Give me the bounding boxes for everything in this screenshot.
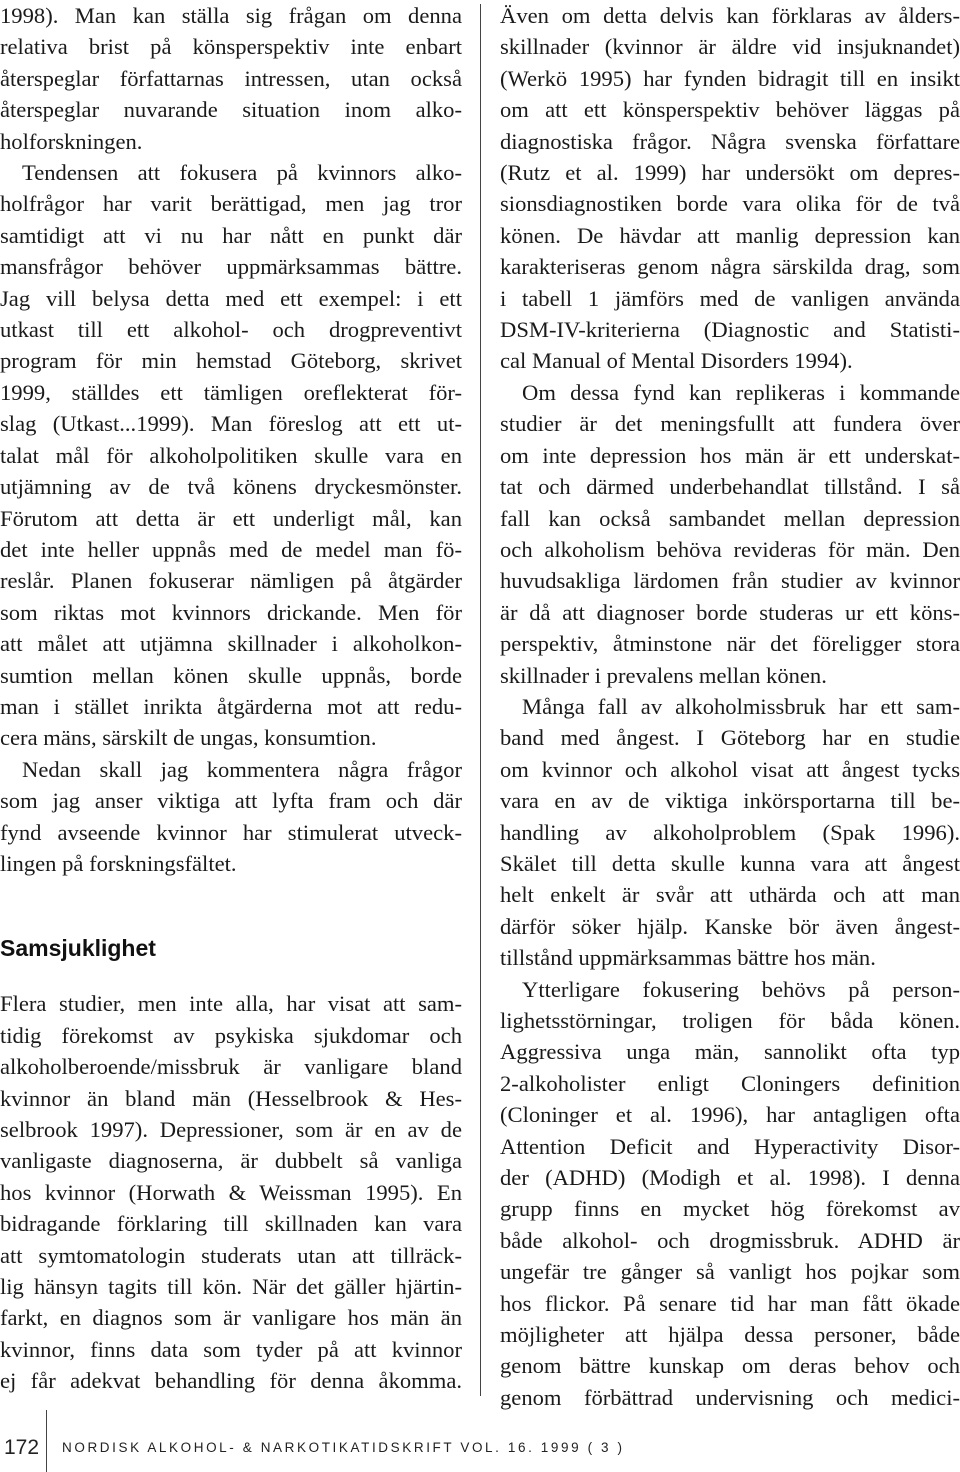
text-line: om inte depression hos män är ett underskat- xyxy=(500,442,960,468)
text-line: holforskningen. xyxy=(0,128,143,154)
text-line: ej får adekvat behandling för denna åkomma. xyxy=(0,1368,462,1394)
paragraph xyxy=(500,377,960,691)
paragraph xyxy=(0,157,462,754)
text-line: fynd avseende kvinnor har stimulerat utveck- xyxy=(0,819,462,845)
paragraph xyxy=(500,0,960,377)
text-line: grupp finns en mycket hög förekomst av xyxy=(500,1196,960,1222)
column-divider xyxy=(480,4,481,1396)
text-line: därför söker hjälp. Kanske bör även ångest- xyxy=(500,913,960,939)
text-line: som jag anser viktiga att lyfta fram och där xyxy=(0,788,462,814)
text-line: diagnostiska frågor. Några svenska författare xyxy=(500,128,960,154)
text-line: fall kan också sambandet mellan depression xyxy=(500,505,960,531)
text-line: som riktas mot kvinnors drickande. Men för xyxy=(0,599,462,625)
text-line: reslår. Planen fokuserar nämligen på åtgärder xyxy=(0,568,462,594)
text-line: Skälet till detta skulle kunna vara att ångest xyxy=(500,850,960,876)
text-line: ungefär tre gånger så vanligt hos pojkar som xyxy=(500,1259,960,1285)
journal-title: NORDISK ALKOHOL- & NARKOTIKATIDSKRIFT VOL. 16. 1999 ( 3 ) xyxy=(62,1440,625,1455)
text-line: sumtion mellan könen skulle uppnås, borde xyxy=(0,662,462,688)
text-line: talat mål för alkoholpolitiken skulle vara en xyxy=(0,442,462,468)
text-line: är då att diagnoser borde studeras ur ett köns- xyxy=(500,599,960,625)
text-line: 1999, ställdes ett tämligen oreflekterat för- xyxy=(0,379,462,405)
text-line: handling av alkoholproblem (Spak 1996). xyxy=(500,819,960,845)
text-line: utjämning av de två könens dryckesmönster. xyxy=(0,474,462,500)
text-line: alkoholberoende/missbruk är vanligare bland xyxy=(0,1054,462,1080)
paragraph xyxy=(500,974,960,1414)
text-line: och alkoholism behöva revideras för män. Den xyxy=(500,536,960,562)
paragraph xyxy=(500,691,960,974)
text-line: slag (Utkast...1999). Man föreslog att ett ut- xyxy=(0,411,462,437)
text-line: Jag vill belysa detta med ett exempel: i ett xyxy=(0,285,462,311)
text-line: holfrågor har varit berättigad, men jag tror xyxy=(0,191,462,217)
text-line: (Cloninger et al. 1996), har antagligen ofta xyxy=(500,1102,960,1128)
text-line: utkast till ett alkohol- och drogpreventivt xyxy=(0,317,462,343)
left-column xyxy=(0,0,462,1397)
text-line: könen. De hävdar att manlig depression kan xyxy=(500,222,960,248)
paragraph xyxy=(0,754,462,880)
text-line: samtidigt att vi nu har nått en punkt där xyxy=(0,222,462,248)
text-line: man i stället inrikta åtgärderna mot att redu- xyxy=(0,693,462,719)
text-line: lig hänsyn tagits till kön. När det gäller hjärtin- xyxy=(0,1274,462,1300)
text-line: sionsdiagnostiken borde vara olika för de två xyxy=(500,191,960,217)
text-line: 2-alkoholister enligt Cloningers definition xyxy=(500,1070,960,1096)
text-line: Aggressiva unga män, sannolikt ofta typ xyxy=(500,1039,960,1065)
text-line: kvinnor, finns data som tyder på att kvinnor xyxy=(0,1336,462,1362)
text-line: hos flickor. På senare tid har man fått ökade xyxy=(500,1290,960,1316)
text-line: bidragande förklaring till skillnaden kan vara xyxy=(0,1211,462,1237)
text-line: helt enkelt är svår att uthärda och att man xyxy=(500,882,960,908)
text-line: Nedan skall jag kommentera några frågor xyxy=(22,756,462,782)
text-line: der (ADHD) (Modigh et al. 1998). I denna xyxy=(500,1165,960,1191)
text-line: Flera studier, men inte alla, har visat att sam- xyxy=(0,991,462,1017)
text-line: tillstånd uppmärksammas bättre hos män. xyxy=(500,945,876,971)
text-line: 1998). Man kan ställa sig frågan om denna xyxy=(0,3,462,28)
text-line: tidig förekomst av psykiska sjukdomar och xyxy=(0,1022,462,1048)
text-line: huvudsakliga lärdomen från studier av kvinnor xyxy=(500,568,960,594)
text-line: lingen på forskningsfältet. xyxy=(0,850,237,876)
text-line: både alkohol- och drogmissbruk. ADHD är xyxy=(500,1227,960,1253)
text-line: farkt, en diagnos som är vanligare hos män än xyxy=(0,1305,462,1331)
text-line: cera mäns, särskilt de ungas, konsumtion. xyxy=(0,725,377,751)
right-column xyxy=(500,0,960,1413)
text-line: Om dessa fynd kan replikeras i kommande xyxy=(522,379,960,405)
text-line: skillnader i prevalens mellan könen. xyxy=(500,662,827,688)
text-line: (Rutz et al. 1999) har undersökt om depres- xyxy=(500,160,960,186)
text-line: tat och därmed underbehandlat tillstånd. I så xyxy=(500,474,960,500)
text-line: mansfrågor behöver uppmärksammas bättre. xyxy=(0,254,462,280)
paragraph xyxy=(0,988,462,1396)
text-line: Attention Deficit and Hyperactivity Disor- xyxy=(500,1133,960,1159)
text-line: möjligheter att hjälpa dessa personer, både xyxy=(500,1322,960,1348)
section-heading: Samsjuklighet xyxy=(0,935,156,962)
text-line: genom förbättrad undervisning och medici- xyxy=(500,1384,960,1410)
text-line: karakteriseras genom några särskilda drag, som xyxy=(500,254,960,280)
text-line: vara en av de viktiga inkörsportarna till be- xyxy=(500,788,960,814)
text-line: det inte heller uppnås med de medel man fö- xyxy=(0,536,462,562)
paragraph xyxy=(0,0,462,157)
text-line: program för min hemstad Göteborg, skrivet xyxy=(0,348,462,374)
text-line: om kvinnor och alkohol visat att ångest tycks xyxy=(500,756,960,782)
text-line: att symtomatologin studerats utan att tillräck- xyxy=(0,1242,462,1268)
text-line: återspeglar författarnas intressen, utan också xyxy=(0,65,462,91)
text-line: i tabell 1 jämförs med de vanligen använda xyxy=(500,285,960,311)
text-line: återspeglar nuvarande situation inom alko- xyxy=(0,97,462,123)
text-line: om att ett könsperspektiv behöver läggas på xyxy=(500,97,960,123)
text-line: (Werkö 1995) har fynden bidragit till en insikt xyxy=(500,65,960,91)
text-line: perspektiv, åtminstone när det föreligger stora xyxy=(500,631,960,657)
text-line: selbrook 1997). Depressioner, som är en av de xyxy=(0,1117,462,1142)
footer-divider xyxy=(46,1410,47,1472)
text-line: vanligaste diagnoserna, är dubbelt så vanliga xyxy=(0,1148,462,1174)
text-line: kvinnor än bland män (Hesselbrook & Hes- xyxy=(0,1085,462,1111)
text-line: DSM-IV-kriterierna (Diagnostic and Statisti- xyxy=(500,317,960,343)
text-line: skillnader (kvinnor är äldre vid insjuknandet) xyxy=(500,34,960,60)
text-line: hos kvinnor (Horwath & Weissman 1995). En xyxy=(0,1179,462,1205)
text-line: cal Manual of Mental Disorders 1994). xyxy=(500,348,853,374)
text-line: genom bättre kunskap om deras behov och xyxy=(500,1353,960,1379)
text-line: studier är det meningsfullt att fundera över xyxy=(500,411,960,437)
text-line: Många fall av alkoholmissbruk har ett sam- xyxy=(522,693,960,719)
text-line: Även om detta delvis kan förklaras av ålders- xyxy=(500,3,960,28)
text-line: Förutom att detta är ett underligt mål, kan xyxy=(0,505,462,531)
page-number: 172 xyxy=(4,1436,40,1459)
text-line: band med ångest. I Göteborg har en studie xyxy=(500,725,960,751)
text-line: relativa brist på könsperspektiv inte enbart xyxy=(0,34,462,60)
text-line: lighetsstörningar, troligen för båda könen. xyxy=(500,1008,960,1033)
text-line: att målet att utjämna skillnader i alkoholkon- xyxy=(0,631,462,657)
text-line: Tendensen att fokusera på kvinnors alko- xyxy=(22,160,462,186)
text-line: Ytterligare fokusering behövs på person- xyxy=(522,976,960,1002)
